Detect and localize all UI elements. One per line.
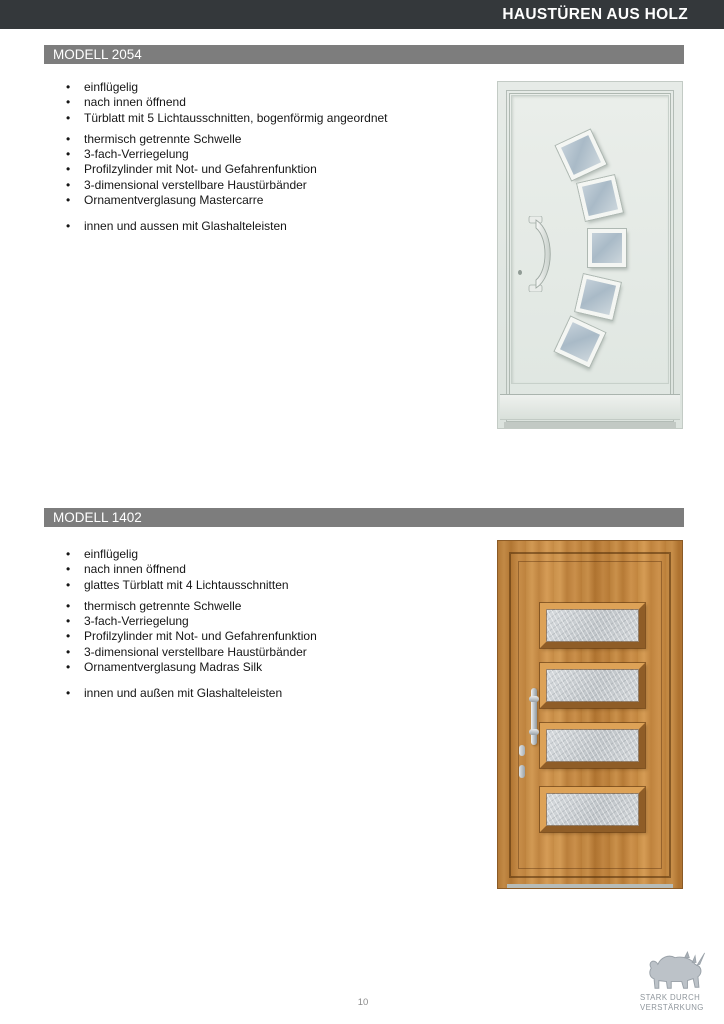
section-title-modell-1402: MODELL 1402: [44, 508, 684, 527]
spec-item: • einflügelig: [62, 547, 472, 562]
door-sill: [504, 422, 676, 428]
door-photo-modell-1402: [498, 541, 682, 888]
handle-standoff: [529, 729, 539, 735]
lock-cylinder: [519, 745, 525, 756]
spec-list-modell-1402: [62, 547, 472, 702]
door-kick-rail: [500, 394, 680, 420]
spec-item: • Profilzylinder mit Not- und Gefahrenfunktion: [62, 629, 472, 644]
spec-item: • nach innen öffnend: [62, 95, 472, 110]
spec-item: • 3-dimensional verstellbare Haustürbänder: [62, 178, 472, 193]
page-number: 10: [357, 997, 369, 1008]
glass: [580, 279, 616, 315]
crescent-handle: [528, 216, 562, 292]
spec-item: • innen und aussen mit Glashalteleisten: [62, 219, 472, 234]
page-header-title: HAUSTÜREN AUS HOLZ: [0, 0, 724, 29]
spec-list-modell-2054: [62, 80, 472, 235]
door-light-2: [540, 663, 645, 708]
glass: [582, 180, 618, 216]
spec-item: • Türblatt mit 5 Lichtausschnitten, bogenförmig angeordnet: [62, 111, 472, 126]
rhino-icon: [643, 951, 709, 993]
section-title-modell-2054: MODELL 2054: [44, 45, 684, 64]
spec-item: • glattes Türblatt mit 4 Lichtausschnitten: [62, 578, 472, 593]
door-light-3: [540, 723, 645, 768]
spec-item: • thermisch getrennte Schwelle: [62, 132, 472, 147]
spec-item: • thermisch getrennte Schwelle: [62, 599, 472, 614]
glass: [592, 233, 622, 263]
glass: [560, 322, 600, 362]
door-light-4: [540, 787, 645, 832]
door-sill: [507, 884, 673, 888]
spec-item: • 3-fach-Verriegelung: [62, 147, 472, 162]
logo-tagline-line2: VERSTÄRKUNG: [640, 1002, 704, 1012]
spec-item: • Profilzylinder mit Not- und Gefahrenfunktion: [62, 162, 472, 177]
door-light-1: [540, 603, 645, 648]
spec-item: • innen und außen mit Glashalteleisten: [62, 686, 472, 701]
lock-thumbturn: [519, 765, 525, 778]
spec-item: • einflügelig: [62, 80, 472, 95]
spec-item: • Ornamentverglasung Madras Silk: [62, 660, 472, 675]
glass: [561, 135, 601, 175]
handle-standoff: [529, 696, 539, 702]
spec-item: • Ornamentverglasung Mastercarre: [62, 193, 472, 208]
logo-tagline-line1: STARK DURCH: [640, 993, 701, 1002]
door-photo-modell-2054: [498, 82, 682, 428]
door-light-3: [588, 229, 626, 267]
spec-item: • 3-fach-Verriegelung: [62, 614, 472, 629]
keyhole: [518, 270, 522, 275]
spec-item: • nach innen öffnend: [62, 562, 472, 577]
spec-item: • 3-dimensional verstellbare Haustürbänder: [62, 645, 472, 660]
rhino-logo: [636, 951, 716, 1012]
